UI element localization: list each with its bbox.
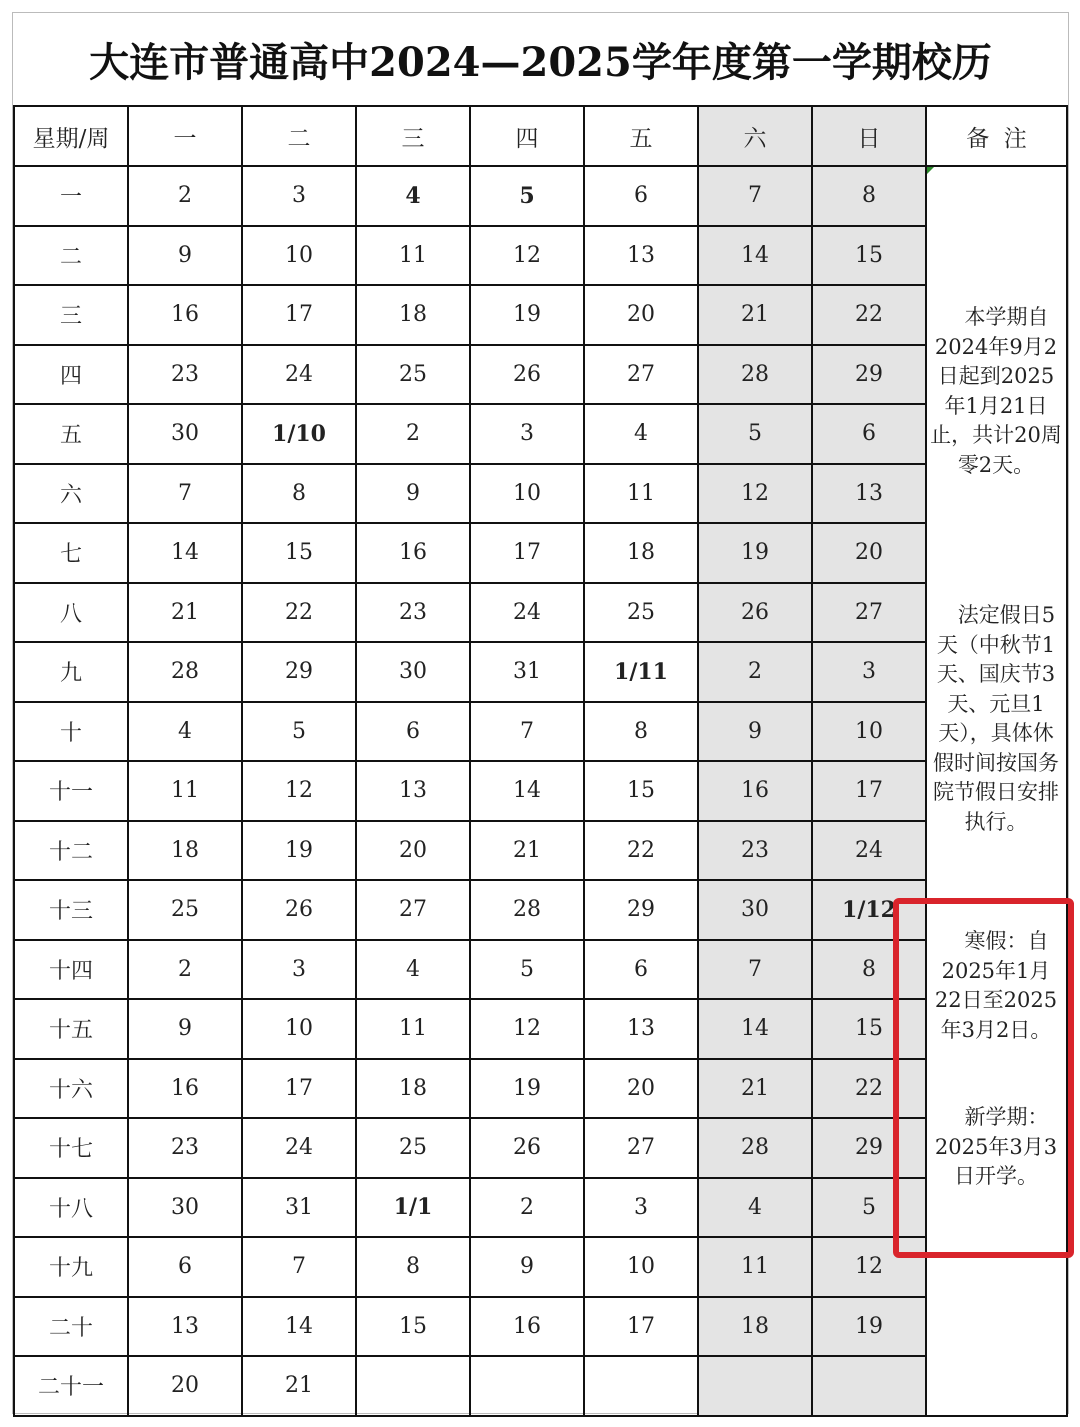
date-cell: 9	[356, 464, 470, 524]
day-header-sunday: 日	[812, 106, 926, 166]
week-number-label: 十一	[14, 761, 128, 821]
date-cell: 29	[812, 1118, 926, 1178]
week-number-label: 六	[14, 464, 128, 524]
date-cell	[698, 1356, 812, 1416]
week-row	[14, 821, 1067, 881]
date-cell: 17	[470, 523, 584, 583]
date-cell: 24	[812, 821, 926, 881]
week-row	[14, 464, 1067, 524]
date-cell: 3	[242, 166, 356, 226]
week-number-label: 四	[14, 345, 128, 405]
date-cell: 11	[128, 761, 242, 821]
week-row	[14, 583, 1067, 643]
date-cell: 1/1	[356, 1178, 470, 1238]
date-cell: 2	[470, 1178, 584, 1238]
date-cell: 8	[584, 702, 698, 762]
week-number-label: 十八	[14, 1178, 128, 1238]
week-row	[14, 1297, 1067, 1357]
date-cell: 4	[356, 940, 470, 1000]
date-cell: 2	[128, 166, 242, 226]
date-cell: 7	[470, 702, 584, 762]
week-number-label: 二十	[14, 1297, 128, 1357]
week-number-label: 三	[14, 285, 128, 345]
new-term-note: 新学期：2025年3月3日开学。	[934, 1105, 1058, 1188]
date-cell: 10	[812, 702, 926, 762]
date-cell: 28	[128, 642, 242, 702]
date-cell: 20	[812, 523, 926, 583]
day-header: 四	[470, 106, 584, 166]
week-number-label: 二十一	[14, 1356, 128, 1416]
date-cell: 26	[470, 345, 584, 405]
date-cell: 18	[584, 523, 698, 583]
date-cell: 13	[356, 761, 470, 821]
date-cell: 19	[470, 285, 584, 345]
date-cell: 15	[356, 1297, 470, 1357]
date-cell: 23	[356, 583, 470, 643]
date-cell: 22	[812, 1059, 926, 1119]
date-cell: 19	[812, 1297, 926, 1357]
date-cell: 9	[128, 999, 242, 1059]
date-cell: 1/10	[242, 404, 356, 464]
date-cell: 9	[698, 702, 812, 762]
date-cell: 27	[812, 583, 926, 643]
date-cell	[584, 1356, 698, 1416]
date-cell: 3	[812, 642, 926, 702]
date-cell: 6	[812, 404, 926, 464]
date-cell: 15	[812, 999, 926, 1059]
date-cell: 6	[584, 166, 698, 226]
date-cell: 12	[698, 464, 812, 524]
date-cell: 27	[356, 880, 470, 940]
date-cell: 5	[698, 404, 812, 464]
date-cell: 7	[698, 166, 812, 226]
date-cell: 21	[698, 285, 812, 345]
date-cell: 26	[698, 583, 812, 643]
date-cell: 22	[812, 285, 926, 345]
winter-break-note: 寒假：自2025年1月22日至2025年3月2日。	[934, 929, 1058, 1042]
date-cell: 7	[128, 464, 242, 524]
date-cell: 23	[128, 1118, 242, 1178]
date-cell: 2	[356, 404, 470, 464]
date-cell: 23	[698, 821, 812, 881]
date-cell: 25	[356, 345, 470, 405]
date-cell: 17	[584, 1297, 698, 1357]
date-cell: 19	[242, 821, 356, 881]
week-row	[14, 1356, 1067, 1416]
date-cell: 6	[128, 1237, 242, 1297]
date-cell: 24	[470, 583, 584, 643]
date-cell: 2	[128, 940, 242, 1000]
date-cell	[356, 1356, 470, 1416]
date-cell: 21	[698, 1059, 812, 1119]
week-number-label: 十二	[14, 821, 128, 881]
date-cell: 7	[242, 1237, 356, 1297]
date-cell: 18	[356, 1059, 470, 1119]
date-cell: 6	[356, 702, 470, 762]
date-cell: 11	[356, 999, 470, 1059]
date-cell: 10	[242, 226, 356, 286]
date-cell: 31	[242, 1178, 356, 1238]
week-number-label: 十	[14, 702, 128, 762]
date-cell: 26	[470, 1118, 584, 1178]
week-row	[14, 166, 1067, 226]
week-number-label: 五	[14, 404, 128, 464]
date-cell: 30	[128, 1178, 242, 1238]
winter-break-highlight-box	[893, 898, 1074, 1258]
date-cell: 15	[584, 761, 698, 821]
date-cell: 26	[242, 880, 356, 940]
date-cell: 1/12	[812, 880, 926, 940]
date-cell: 20	[584, 285, 698, 345]
date-cell: 4	[128, 702, 242, 762]
date-cell: 20	[356, 821, 470, 881]
date-cell: 15	[242, 523, 356, 583]
week-number-label: 七	[14, 523, 128, 583]
date-cell: 21	[128, 583, 242, 643]
date-cell: 14	[470, 761, 584, 821]
cell-comment-marker	[927, 167, 934, 174]
day-header: 五	[584, 106, 698, 166]
date-cell: 28	[470, 880, 584, 940]
week-number-label: 九	[14, 642, 128, 702]
date-cell: 24	[242, 1118, 356, 1178]
date-cell: 8	[356, 1237, 470, 1297]
date-cell: 17	[242, 285, 356, 345]
date-cell: 16	[128, 285, 242, 345]
date-cell: 31	[470, 642, 584, 702]
date-cell: 5	[242, 702, 356, 762]
date-cell: 14	[242, 1297, 356, 1357]
week-number-label: 十三	[14, 880, 128, 940]
date-cell: 11	[584, 464, 698, 524]
date-cell: 18	[356, 285, 470, 345]
date-cell: 11	[698, 1237, 812, 1297]
date-cell: 14	[698, 226, 812, 286]
date-cell: 9	[128, 226, 242, 286]
date-cell: 24	[242, 345, 356, 405]
week-number-label: 十七	[14, 1118, 128, 1178]
date-cell: 22	[584, 821, 698, 881]
date-cell: 18	[128, 821, 242, 881]
date-cell: 16	[356, 523, 470, 583]
date-cell: 8	[812, 166, 926, 226]
week-row	[14, 404, 1067, 464]
date-cell: 10	[242, 999, 356, 1059]
date-cell: 14	[698, 999, 812, 1059]
date-cell: 16	[470, 1297, 584, 1357]
week-row	[14, 226, 1067, 286]
calendar-sheet	[12, 12, 1069, 1414]
week-number-label: 一	[14, 166, 128, 226]
week-row	[14, 761, 1067, 821]
week-number-label: 八	[14, 583, 128, 643]
date-cell: 11	[356, 226, 470, 286]
date-cell: 13	[584, 999, 698, 1059]
date-cell: 8	[242, 464, 356, 524]
date-cell: 15	[812, 226, 926, 286]
date-cell: 10	[584, 1237, 698, 1297]
date-cell: 13	[128, 1297, 242, 1357]
day-header: 一	[128, 106, 242, 166]
date-cell: 20	[128, 1356, 242, 1416]
date-cell: 4	[356, 166, 470, 226]
date-cell: 16	[128, 1059, 242, 1119]
date-cell: 29	[242, 642, 356, 702]
date-cell: 21	[242, 1356, 356, 1416]
date-cell: 13	[812, 464, 926, 524]
date-cell: 13	[584, 226, 698, 286]
remarks-header: 备 注	[926, 106, 1067, 166]
week-number-label: 十五	[14, 999, 128, 1059]
date-cell: 25	[584, 583, 698, 643]
date-cell: 12	[812, 1237, 926, 1297]
week-number-label: 二	[14, 226, 128, 286]
semester-note: 本学期自2024年9月2日起到2025年1月21日止，共计20周零2天。	[930, 305, 1062, 477]
date-cell: 3	[470, 404, 584, 464]
date-cell: 5	[470, 166, 584, 226]
date-cell: 29	[812, 345, 926, 405]
week-number-label: 十四	[14, 940, 128, 1000]
day-header: 二	[242, 106, 356, 166]
page-title: 大连市普通高中2024—2025学年度第一学期校历	[89, 38, 992, 86]
date-cell: 23	[128, 345, 242, 405]
date-cell: 30	[356, 642, 470, 702]
date-cell: 25	[128, 880, 242, 940]
date-cell: 2	[698, 642, 812, 702]
date-cell: 3	[242, 940, 356, 1000]
week-row	[14, 702, 1067, 762]
date-cell: 8	[812, 940, 926, 1000]
date-cell: 30	[128, 404, 242, 464]
week-row	[14, 642, 1067, 702]
week-row	[14, 523, 1067, 583]
week-number-label: 十六	[14, 1059, 128, 1119]
date-cell: 6	[584, 940, 698, 1000]
date-cell	[470, 1356, 584, 1416]
date-cell: 17	[812, 761, 926, 821]
holidays-note: 法定假日5天（中秋节1天、国庆节3天、元旦1天），具体休假时间按国务院节假日安排执行。	[933, 603, 1059, 834]
week-column-header: 星期/周	[14, 106, 128, 166]
date-cell: 4	[584, 404, 698, 464]
date-cell: 12	[242, 761, 356, 821]
date-cell: 19	[698, 523, 812, 583]
date-cell: 27	[584, 345, 698, 405]
week-row	[14, 285, 1067, 345]
date-cell: 10	[470, 464, 584, 524]
day-header: 三	[356, 106, 470, 166]
date-cell: 27	[584, 1118, 698, 1178]
date-cell: 28	[698, 1118, 812, 1178]
date-cell: 12	[470, 226, 584, 286]
date-cell: 9	[470, 1237, 584, 1297]
date-cell: 29	[584, 880, 698, 940]
date-cell: 5	[812, 1178, 926, 1238]
date-cell: 28	[698, 345, 812, 405]
date-cell: 4	[698, 1178, 812, 1238]
date-cell: 18	[698, 1297, 812, 1357]
date-cell: 30	[698, 880, 812, 940]
date-cell: 5	[470, 940, 584, 1000]
date-cell: 17	[242, 1059, 356, 1119]
date-cell	[812, 1356, 926, 1416]
date-cell: 3	[584, 1178, 698, 1238]
date-cell: 16	[698, 761, 812, 821]
date-cell: 14	[128, 523, 242, 583]
date-cell: 25	[356, 1118, 470, 1178]
day-header-saturday: 六	[698, 106, 812, 166]
header-row	[14, 106, 1067, 166]
week-row	[14, 345, 1067, 405]
date-cell: 7	[698, 940, 812, 1000]
date-cell: 19	[470, 1059, 584, 1119]
date-cell: 21	[470, 821, 584, 881]
date-cell: 1/11	[584, 642, 698, 702]
date-cell: 22	[242, 583, 356, 643]
date-cell: 20	[584, 1059, 698, 1119]
week-number-label: 十九	[14, 1237, 128, 1297]
date-cell: 12	[470, 999, 584, 1059]
